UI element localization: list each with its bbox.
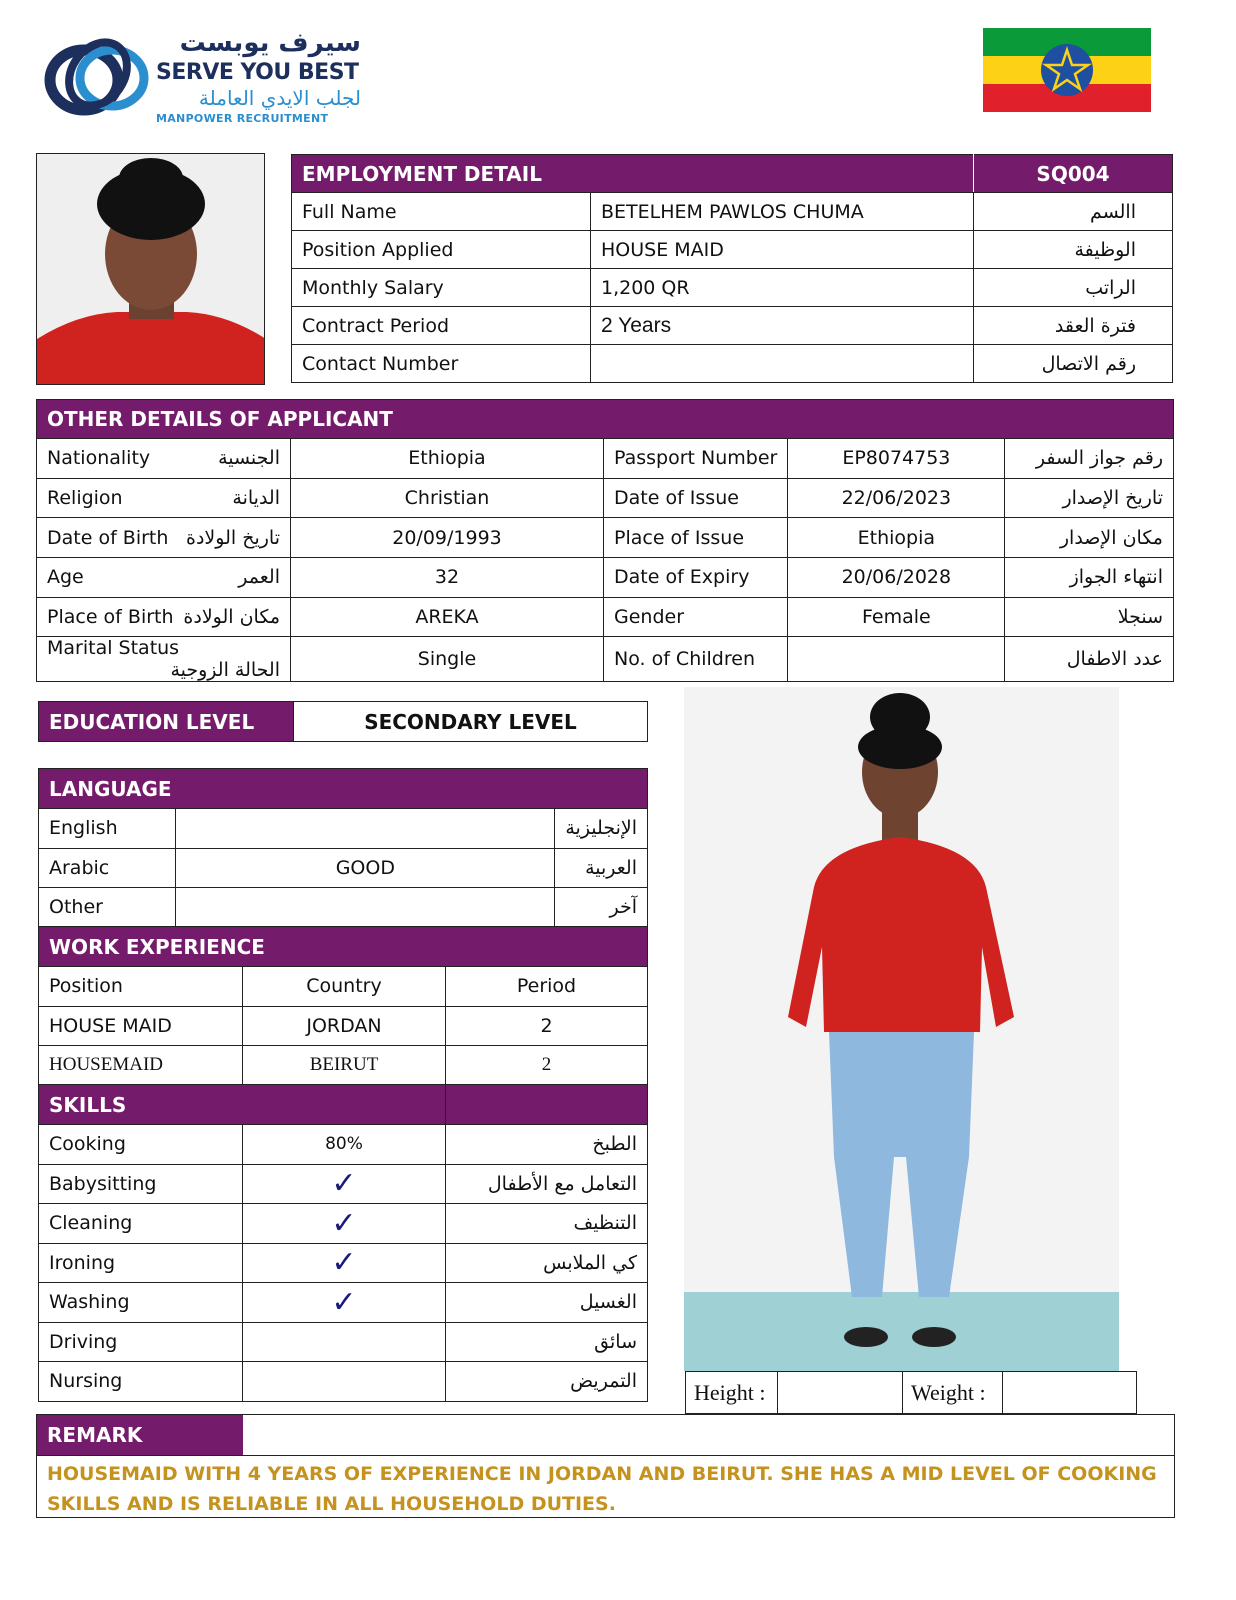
detail-cell (37, 439, 291, 479)
height-label: Height : (686, 1372, 778, 1414)
work-row (39, 1046, 648, 1086)
skill-label: Cleaning (39, 1204, 243, 1244)
employment-value: HOUSE MAID (591, 231, 974, 269)
work-period: 2 (446, 1046, 648, 1086)
employment-label: Position Applied (292, 231, 591, 269)
skill-check-icon: ✓ (243, 1283, 446, 1323)
height-value (778, 1372, 903, 1414)
language-row (39, 888, 648, 928)
detail-value-2: 20/06/2028 (788, 558, 1005, 598)
ethiopia-flag-icon (983, 28, 1151, 112)
detail-arabic-2: انتهاء الجواز (1005, 558, 1174, 598)
skill-check-icon: ✓ (243, 1204, 446, 1244)
work-column-country: Country (243, 967, 446, 1007)
skill-label: Ironing (39, 1243, 243, 1283)
employment-label: Full Name (292, 193, 591, 231)
skill-label: Driving (39, 1322, 243, 1362)
detail-value-2: Ethiopia (788, 518, 1005, 558)
other-details-row (37, 597, 1174, 637)
employment-arabic: الوظيفة (974, 231, 1173, 269)
work-experience-header: WORK EXPERIENCE (39, 927, 648, 967)
weight-label: Weight : (903, 1372, 1003, 1414)
language-value (176, 809, 555, 849)
detail-label-2: Date of Issue (604, 478, 788, 518)
employment-arabic: الراتب (974, 269, 1173, 307)
detail-arabic-2: عدد الاطفال (1005, 637, 1174, 682)
detail-arabic: مكان الولادة (183, 606, 280, 629)
employment-row (292, 345, 1173, 383)
skill-label: Cooking (39, 1125, 243, 1165)
skill-arabic: سائق (446, 1322, 648, 1362)
skill-label: Babysitting (39, 1164, 243, 1204)
other-details-header: OTHER DETAILS OF APPLICANT (37, 400, 1174, 439)
employment-row (292, 269, 1173, 307)
detail-label: Religion (47, 487, 123, 510)
work-position: HOUSE MAID (39, 1006, 243, 1046)
work-row (39, 1006, 648, 1046)
employment-arabic: االسم (974, 193, 1173, 231)
employment-detail-table (291, 154, 1173, 383)
detail-cell (37, 558, 291, 598)
employment-detail-header: EMPLOYMENT DETAIL (292, 155, 974, 193)
language-label: Arabic (39, 848, 176, 888)
work-column-period: Period (446, 967, 648, 1007)
language-work-skills-table (38, 768, 648, 928)
detail-label: Marital Status (47, 637, 180, 660)
employment-arabic: رقم الاتصال (974, 345, 1173, 383)
full-body-photo-icon (684, 687, 1119, 1371)
employment-label: Monthly Salary (292, 269, 591, 307)
detail-arabic: الديانة (232, 487, 280, 510)
weight-value (1003, 1372, 1137, 1414)
skill-label: Washing (39, 1283, 243, 1323)
detail-value: Ethiopia (291, 439, 604, 479)
detail-arabic-2: رقم جواز السفر (1005, 439, 1174, 479)
skill-value (243, 1322, 446, 1362)
skills-table (38, 1084, 648, 1402)
skill-check-icon: ✓ (243, 1243, 446, 1283)
logo-english-name: SERVE YOU BEST (156, 60, 359, 85)
detail-value: AREKA (291, 597, 604, 637)
work-column-position: Position (39, 967, 243, 1007)
work-position: HOUSEMAID (39, 1046, 243, 1086)
detail-label-2: Passport Number (604, 439, 788, 479)
detail-value: Christian (291, 478, 604, 518)
applicant-full-body-photo (684, 687, 1119, 1371)
portrait-photo-icon (37, 154, 265, 385)
height-weight-table (685, 1371, 1137, 1414)
skill-arabic: التنظيف (446, 1204, 648, 1244)
education-level-table (38, 701, 648, 742)
language-row (39, 809, 648, 849)
ethiopia-flag (983, 28, 1151, 112)
detail-value: Single (291, 637, 604, 682)
logo-mark-icon (44, 28, 154, 128)
logo-english-tagline: MANPOWER RECRUITMENT (156, 112, 329, 125)
language-value (176, 888, 555, 928)
education-level-label: EDUCATION LEVEL (39, 702, 294, 742)
detail-label: Place of Birth (47, 606, 174, 629)
language-header: LANGUAGE (39, 769, 648, 809)
language-arabic: آخر (555, 888, 648, 928)
skill-row (39, 1283, 648, 1323)
detail-label: Age (47, 566, 84, 589)
skill-row (39, 1243, 648, 1283)
detail-value-2 (788, 637, 1005, 682)
skill-arabic: التمريض (446, 1362, 648, 1402)
detail-arabic: الحالة الزوجية (170, 659, 280, 682)
skill-row (39, 1204, 648, 1244)
employment-value: 2 Years (591, 307, 974, 345)
employment-value: BETELHEM PAWLOS CHUMA (591, 193, 974, 231)
employment-label: Contact Number (292, 345, 591, 383)
other-details-table (36, 399, 1174, 682)
other-details-row (37, 478, 1174, 518)
employment-label: Contract Period (292, 307, 591, 345)
skill-check-icon: ✓ (243, 1164, 446, 1204)
language-value: GOOD (176, 848, 555, 888)
language-label: Other (39, 888, 176, 928)
work-country: BEIRUT (243, 1046, 446, 1086)
employment-arabic: فترة العقد (974, 307, 1173, 345)
detail-label-2: Gender (604, 597, 788, 637)
detail-label-2: Place of Issue (604, 518, 788, 558)
detail-arabic: الجنسية (218, 447, 280, 470)
other-details-row (37, 558, 1174, 598)
employment-row (292, 193, 1173, 231)
detail-label: Date of Birth (47, 526, 169, 549)
detail-cell (37, 478, 291, 518)
remark-section (36, 1414, 1175, 1518)
skill-row (39, 1362, 648, 1402)
detail-cell (37, 518, 291, 558)
logo-arabic-tagline: لجلب الايدي العاملة (198, 86, 361, 110)
logo-arabic-name: سيرف يوبست (179, 28, 361, 58)
skill-arabic: الطبخ (446, 1125, 648, 1165)
language-arabic: الإنجليزية (555, 809, 648, 849)
skills-header: SKILLS (39, 1085, 446, 1125)
work-country: JORDAN (243, 1006, 446, 1046)
employment-value (591, 345, 974, 383)
work-period: 2 (446, 1006, 648, 1046)
language-row (39, 848, 648, 888)
work-columns-row (39, 967, 648, 1007)
applicant-code: SQ004 (974, 155, 1173, 193)
employment-value: 1,200 QR (591, 269, 974, 307)
remark-header: REMARK (37, 1415, 243, 1455)
company-logo (44, 28, 364, 128)
detail-arabic: العمر (238, 566, 280, 589)
detail-value: 32 (291, 558, 604, 598)
detail-label: Nationality (47, 447, 151, 470)
work-experience-table (38, 926, 648, 1086)
detail-arabic: تاريخ الولادة (186, 526, 280, 549)
skill-arabic: كي الملابس (446, 1243, 648, 1283)
detail-cell (37, 637, 291, 682)
skill-arabic: الغسيل (446, 1283, 648, 1323)
skill-row (39, 1125, 648, 1165)
detail-value: 20/09/1993 (291, 518, 604, 558)
skill-row (39, 1164, 648, 1204)
detail-value-2: 22/06/2023 (788, 478, 1005, 518)
skill-value: 80% (243, 1125, 446, 1165)
detail-value-2: EP8074753 (788, 439, 1005, 479)
detail-cell (37, 597, 291, 637)
applicant-portrait-photo (36, 153, 265, 385)
detail-arabic-2: سنجلا (1005, 597, 1174, 637)
detail-arabic-2: تاريخ الإصدار (1005, 478, 1174, 518)
other-details-row (37, 637, 1174, 682)
employment-row (292, 231, 1173, 269)
other-details-row (37, 518, 1174, 558)
other-details-row (37, 439, 1174, 479)
detail-value-2: Female (788, 597, 1005, 637)
skill-row (39, 1322, 648, 1362)
detail-label-2: Date of Expiry (604, 558, 788, 598)
detail-arabic-2: مكان الإصدار (1005, 518, 1174, 558)
remark-text: HOUSEMAID WITH 4 YEARS OF EXPERIENCE IN JORDAN AND BEIRUT. SHE HAS A MID LEVEL OF COOKING SKILLS AND IS RELIABLE IN ALL HOUSEHOLD DUTIES. (47, 1463, 1157, 1515)
skills-header-blank (446, 1085, 648, 1125)
language-label: English (39, 809, 176, 849)
skill-value (243, 1362, 446, 1402)
employment-row (292, 307, 1173, 345)
skill-label: Nursing (39, 1362, 243, 1402)
language-arabic: العربية (555, 848, 648, 888)
education-level-value: SECONDARY LEVEL (294, 702, 648, 742)
skill-arabic: التعامل مع الأطفال (446, 1164, 648, 1204)
detail-label-2: No. of Children (604, 637, 788, 682)
